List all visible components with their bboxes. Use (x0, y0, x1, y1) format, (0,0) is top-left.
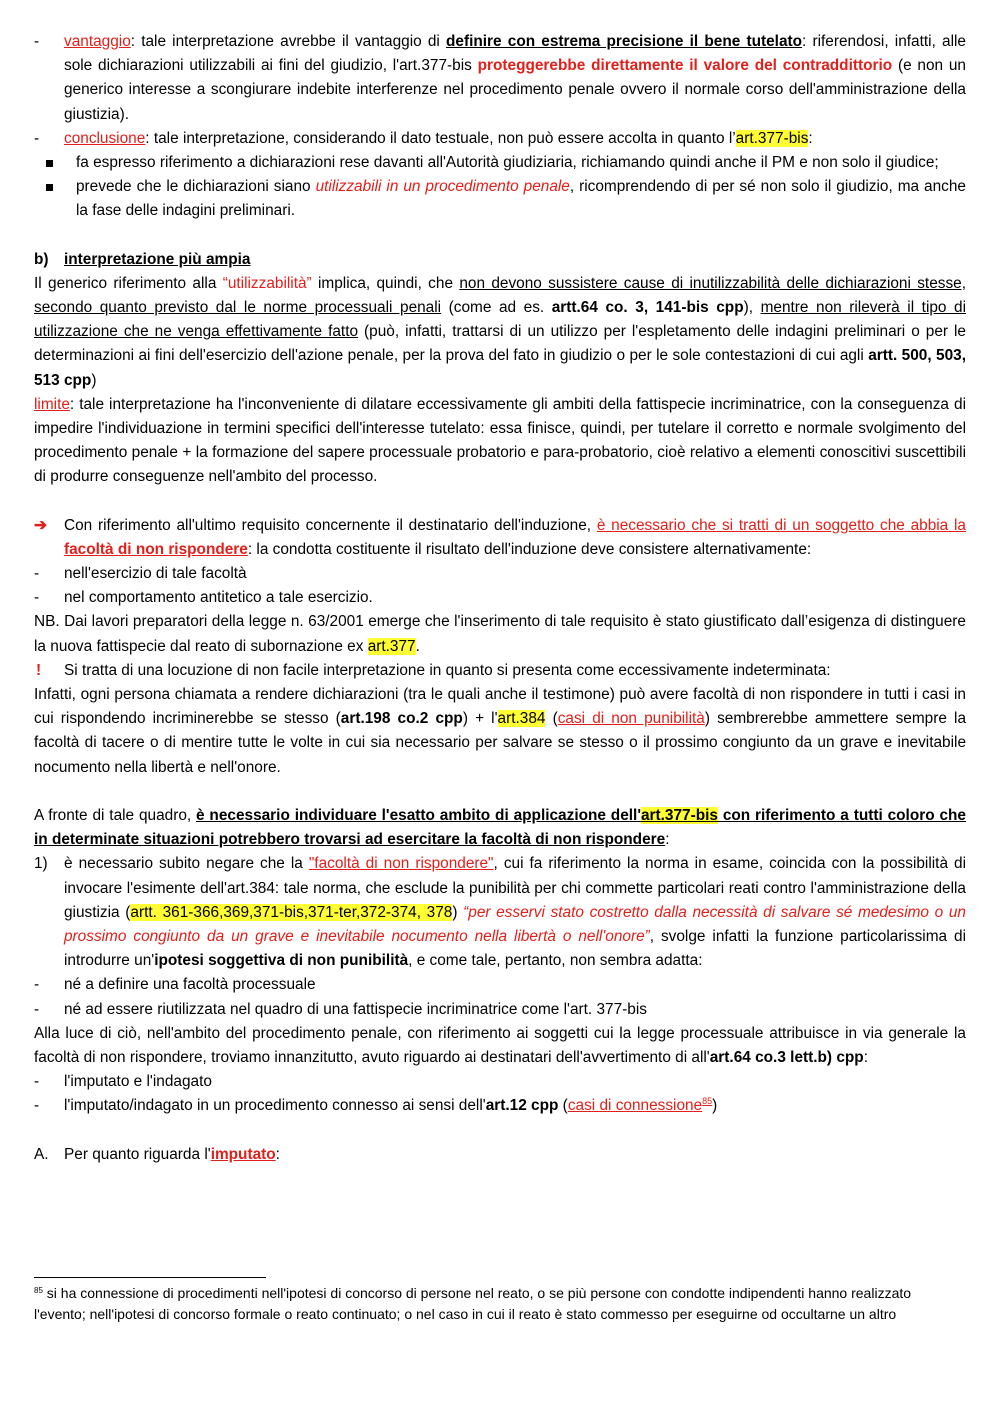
term-conclusione: conclusione (64, 129, 146, 147)
text: ) (91, 371, 97, 389)
dash-marker: - (34, 1097, 40, 1115)
dash-marker: - (34, 589, 40, 607)
paragraph (34, 272, 966, 393)
dash-item (34, 1070, 966, 1094)
bullet-item (34, 175, 966, 223)
highlight-art: art.377-bis (640, 806, 718, 824)
dash-item (34, 1094, 966, 1118)
text: : (275, 1145, 280, 1163)
text: Infatti, ogni persona chiamata a rendere dichiarazioni (tra le quali anche il testimone) può avere facoltà di non rispondere in tutti i casi in cui rispondendo incriminerebbe se stesso ( (34, 686, 966, 728)
text: : tale interpretazione, considerando il dato testuale, non può essere accolta in quanto l’ (145, 129, 736, 147)
underlined-phrase: non devono sussistere cause di inutilizzabilità delle dichiarazioni stesse, secondo quanto previsto dal le norme processuali penali (34, 274, 966, 317)
footnote-number: 85 (34, 1286, 43, 1295)
text: ), (743, 299, 761, 317)
text: : tale interpretazione ha l'inconveniente di dilatare eccessivamente gli ambiti della fattispecie incriminatrice, con la conseguenza di impedire l'individuazione in termini specifici dell'interesse tutelato: essa finisce, quindi, per tutelare il corretto e normale svolgimento del procedimento penale + la formazione del sapere processuale probatorio e para-probatorio, cioè relativo a elementi conoscitivi suscettibili di produrre conseguenze nell'ambito del processo. (34, 395, 966, 486)
numbered-item-1 (34, 852, 966, 973)
text: né a definire una facoltà processuale (64, 976, 316, 994)
text: né ad essere riutilizzata nel quadro di una fattispecie incriminatrice come l'art. 377-bis (64, 1000, 647, 1018)
text: è necessario subito negare che la (64, 855, 309, 873)
text: : tale interpretazione avrebbe il vantaggio di (130, 33, 447, 50)
nb-paragraph (34, 610, 966, 658)
red-phrase: “utilizzabilità” (222, 274, 312, 292)
bold-underlined-phrase: definire con estrema precisione il bene tutelato (446, 33, 803, 50)
text: : (808, 129, 813, 147)
red-italic-phrase: utilizzabili in un procedimento penale (315, 178, 570, 196)
red-underlined-phrase: casi di non punibilità (557, 710, 705, 728)
dash-item (34, 998, 966, 1022)
dash-marker: - (34, 129, 40, 147)
red-underlined-phrase: "facoltà di non rispondere" (308, 855, 494, 873)
dash-item-vantaggio (34, 30, 966, 127)
text: , cui fa riferimento la norma in esame, coincida con la possibilità di invocare l'esimente dell'art.384: tale norma, che esclude la punibilità per chi commette particolari reati contro l'amministrazione della giustizia ( (64, 855, 967, 921)
bullet-text: fa espresso riferimento a dichiarazioni rese davanti all'Autorità giudiziaria, richiamando quindi anche il PM e non solo il giudice; (76, 154, 939, 172)
text: implica, quindi, che (311, 274, 460, 292)
section-letter: b) (34, 250, 49, 268)
paragraph (34, 393, 966, 490)
text: nell'esercizio di tale facoltà (64, 565, 247, 583)
red-bold-phrase: proteggerebbe direttamente il valore del contraddittorio (477, 57, 893, 75)
text: (e non un generico interesse a scongiurare indebite interferenze nel procedimento penale ovvero il normale corso dell'amministrazione della giustizia). (64, 57, 966, 123)
term-limite: limite (34, 395, 70, 413)
red-italic-quote: “per esservi stato costretto dalla necessità di salvare sé medesimo o un prossimo congiunto da un grave e inevitabile nocumento nella libertà o nell'onore” (64, 903, 966, 945)
bold-reference: art.198 co.2 cpp (340, 710, 463, 728)
text: (come ad es. (441, 299, 552, 317)
text: : riferendosi, infatti, alle sole dichiarazioni utilizzabili ai fini del giudizio, l'art.377-bis (64, 33, 966, 75)
bold-reference: art.64 co.3 lett.b) cpp (709, 1048, 864, 1066)
bold-reference: art.12 cpp (485, 1097, 559, 1115)
red-underlined-phrase: è necessario che si tratti di un soggetto che abbia la (596, 516, 966, 534)
paragraph (34, 804, 966, 852)
highlight-art: art.377-bis (735, 129, 809, 147)
dash-item (34, 586, 966, 610)
footnote-reference[interactable]: 85 (702, 1096, 713, 1107)
text: (può, infatti, trattarsi di un utilizzo per l'espletamento delle indagini preliminari o per le determinazioni ai fini dell'esercizio dell'azione penale, per la prova del fato in giudizio o per le sole contestazioni di cui agli (34, 323, 966, 365)
footnote-separator (34, 1277, 266, 1278)
arrow-item (34, 514, 966, 562)
text: ) + l' (462, 710, 498, 728)
dash-marker: - (34, 565, 40, 583)
footnote-text: si ha connessione di procedimenti nell'ipotesi di concorso di persone nel reato, o se più persone con condotte indipendenti hanno realizzato l'evento; nell'ipotesi di concorso formale o reato continuato; o nel caso in cui il reato è stato commesso per eseguirne od occultarne un altro (34, 1285, 912, 1322)
bold-phrase: ipotesi soggettiva di non punibilità (154, 952, 409, 970)
highlight-art: artt. 361-366,369,371-bis,371-ter,372-374, 378 (130, 903, 453, 921)
dash-marker: - (34, 1073, 40, 1091)
text: l'imputato e l'indagato (64, 1073, 212, 1091)
bold-underlined-phrase: con riferimento a tutti coloro che in determinate situazioni potrebbero trovarsi ad esercitare la facoltà di non rispondere (34, 806, 966, 849)
square-bullet-icon (46, 184, 53, 191)
red-underlined-phrase: casi di connessione (567, 1097, 703, 1115)
bullet-item (34, 151, 966, 175)
dash-item (34, 973, 966, 997)
text: : (665, 831, 670, 849)
text: , e come tale, pertanto, non sembra adatta: (408, 952, 703, 970)
text: Si tratta di una locuzione di non facile interpretazione in quanto si presenta come eccessivamente indeterminata: (64, 661, 831, 679)
right-arrow-icon: ➔ (34, 516, 47, 534)
text: prevede che le dichiarazioni siano (76, 178, 316, 196)
red-bold-underlined-phrase: facoltà di non rispondere (64, 540, 248, 558)
dash-marker: - (34, 33, 40, 50)
document-page (34, 30, 966, 1167)
text: NB. Dai lavori preparatori della legge n. 63/2001 emerge che l'inserimento di tale requisito è stato giustificato dall’esigenza di distinguere la nuova fattispecie dal reato di subornazione ex (34, 613, 966, 655)
text: ) sembrerebbe ammettere sempre la facoltà di tacere o di mentire tutte le volte in cui sia necessario per salvare se stesso o il prossimo congiunto da un grave e inevitabile nocumento nella libertà e nell'onore. (34, 710, 966, 776)
text: : la condotta costituente il risultato dell'induzione deve consistere alternativamente: (247, 540, 812, 558)
exclamation-icon: ! (36, 661, 42, 679)
section-heading-b (34, 248, 966, 272)
paragraph (34, 1022, 966, 1070)
red-bold-underlined-phrase: imputato (210, 1145, 276, 1163)
highlight-art: art.377 (367, 637, 416, 655)
text: A fronte di tale quadro, (34, 806, 197, 824)
term-vantaggio: vantaggio (64, 33, 131, 50)
lettered-item-a (34, 1143, 966, 1167)
underlined-phrase: mentre non rileverà il tipo di utilizzazione che ne venga effettivamente fatto (34, 299, 967, 341)
dash-marker: - (34, 1000, 40, 1018)
section-title: interpretazione più ampia (64, 250, 251, 268)
dash-item (34, 562, 966, 586)
text: : (863, 1048, 868, 1066)
text: Con riferimento all'ultimo requisito concernente il destinatario dell'induzione, (64, 516, 597, 534)
bold-reference: artt.64 co. 3, 141-bis cpp (551, 299, 744, 317)
text: l'imputato/indagato in un procedimento connesso ai sensi dell' (64, 1097, 486, 1115)
text: , svolge infatti la funzione particolarissima di introdurre un' (64, 927, 966, 970)
dash-marker: - (34, 976, 40, 994)
dash-item-conclusione (34, 127, 966, 151)
text: ( (558, 1097, 568, 1115)
footnote (34, 1283, 934, 1325)
exclamation-item (34, 659, 966, 683)
text: Il generico riferimento alla (34, 274, 223, 292)
text: nel comportamento antitetico a tale esercizio. (64, 589, 373, 607)
text: ( (545, 710, 558, 728)
text: ) (452, 903, 464, 921)
text: Alla luce di ciò, nell'ambito del procedimento penale, con riferimento ai soggetti cui la legge processuale attribuisce in via generale la facoltà di non rispondere, troviamo innanzitutto, avuto riguardo ai destinatari dell'avvertimento di all' (34, 1024, 966, 1066)
item-number: 1) (34, 855, 48, 873)
paragraph (34, 683, 966, 780)
square-bullet-icon (46, 160, 53, 167)
text: . (415, 637, 420, 655)
text: , ricomprendendo di per sé non solo il giudizio, ma anche la fase delle indagini preliminari. (76, 178, 966, 220)
bold-underlined-phrase: è necessario individuare l'esatto ambito di applicazione dell' (196, 806, 641, 824)
text: ) (712, 1097, 718, 1115)
item-letter: A. (34, 1145, 49, 1163)
text: Per quanto riguarda l' (64, 1145, 211, 1163)
highlight-art: art.384 (497, 710, 546, 728)
bold-reference: artt. 500, 503, 513 cpp (34, 347, 966, 389)
